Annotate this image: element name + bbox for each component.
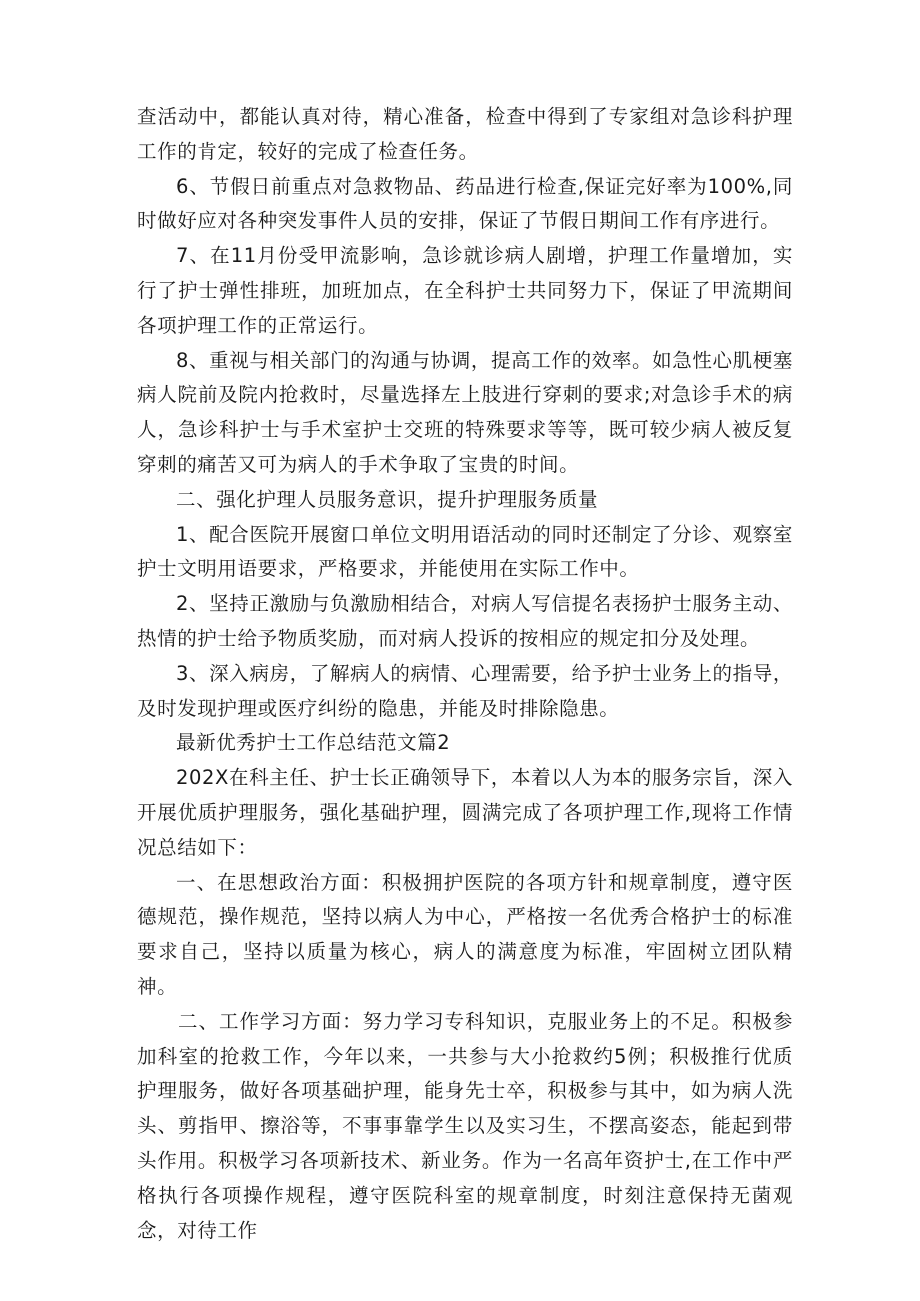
paragraph-item-7: 7、在11月份受甲流影响，急诊就诊病人剧增，护理工作量增加，实行了护士弹性排班，加班加点，在全科护士共同努力下，保证了甲流期间各项护理工作的正常运行。 [137, 244, 793, 337]
paragraph-intro: 202X在科主任、护士长正确领导下，本着以人为本的服务宗旨，深入开展优质护理服务，强化基础护理，圆满完成了各项护理工作,现将工作情况总结如下： [137, 766, 793, 859]
paragraph-political: 一、在思想政治方面：积极拥护医院的各项方针和规章制度，遵守医德规范，操作规范，坚持以病人为中心，严格按一名优秀合格护士的标准要求自己，坚持以质量为核心，病人的满意度为标准，牢固树立团队精神。 [137, 870, 793, 998]
paragraph-work-study: 二、工作学习方面：努力学习专科知识，克服业务上的不足。积极参加科室的抢救工作，今年以来，一共参与大小抢救约5例；积极推行优质护理服务，做好各项基础护理，能身先士卒，积极参与其中，如为病人洗头、剪指甲、擦浴等，不事事靠学生以及实习生，不摆高姿态，能起到带头作用。积极学习各项新技术、新业务。作为一名高年资护士,在工作中严格执行各项操作规程，遵守医院科室的规章制度，时刻注意保持无菌观念，对待工作 [137, 1009, 793, 1242]
paragraph-service-3: 3、深入病房，了解病人的病情、心理需要，给予护士业务上的指导，及时发现护理或医疗纠纷的隐患，并能及时排除隐患。 [137, 661, 793, 720]
paragraph-item-8: 8、重视与相关部门的沟通与协调，提高工作的效率。如急性心肌梗塞病人院前及院内抢救时，尽量选择左上肢进行穿刺的要求;对急诊手术的病人，急诊科护士与手术室护士交班的特殊要求等等，既可较少病人被反复穿刺的痛苦又可为病人的手术争取了宝贵的时间。 [137, 348, 793, 476]
document-body [137, 100, 793, 1248]
paragraph-service-1: 1、配合医院开展窗口单位文明用语活动的同时还制定了分诊、观察室护士文明用语要求，严格要求，并能使用在实际工作中。 [137, 522, 793, 581]
paragraph-item-6: 6、节假日前重点对急救物品、药品进行检查,保证完好率为100%,同时做好应对各种突发事件人员的安排，保证了节假日期间工作有序进行。 [137, 174, 793, 233]
article-title: 最新优秀护士工作总结范文篇2 [176, 731, 451, 755]
paragraph-service-2: 2、坚持正激励与负激励相结合，对病人写信提名表扬护士服务主动、热情的护士给予物质奖励，而对病人投诉的按相应的规定扣分及处理。 [137, 592, 793, 650]
section-heading-service-awareness: 二、强化护理人员服务意识，提升护理服务质量 [176, 487, 599, 511]
paragraph-continuation: 查活动中，都能认真对待，精心准备，检查中得到了专家组对急诊科护理工作的肯定，较好的完成了检查任务。 [137, 105, 793, 163]
